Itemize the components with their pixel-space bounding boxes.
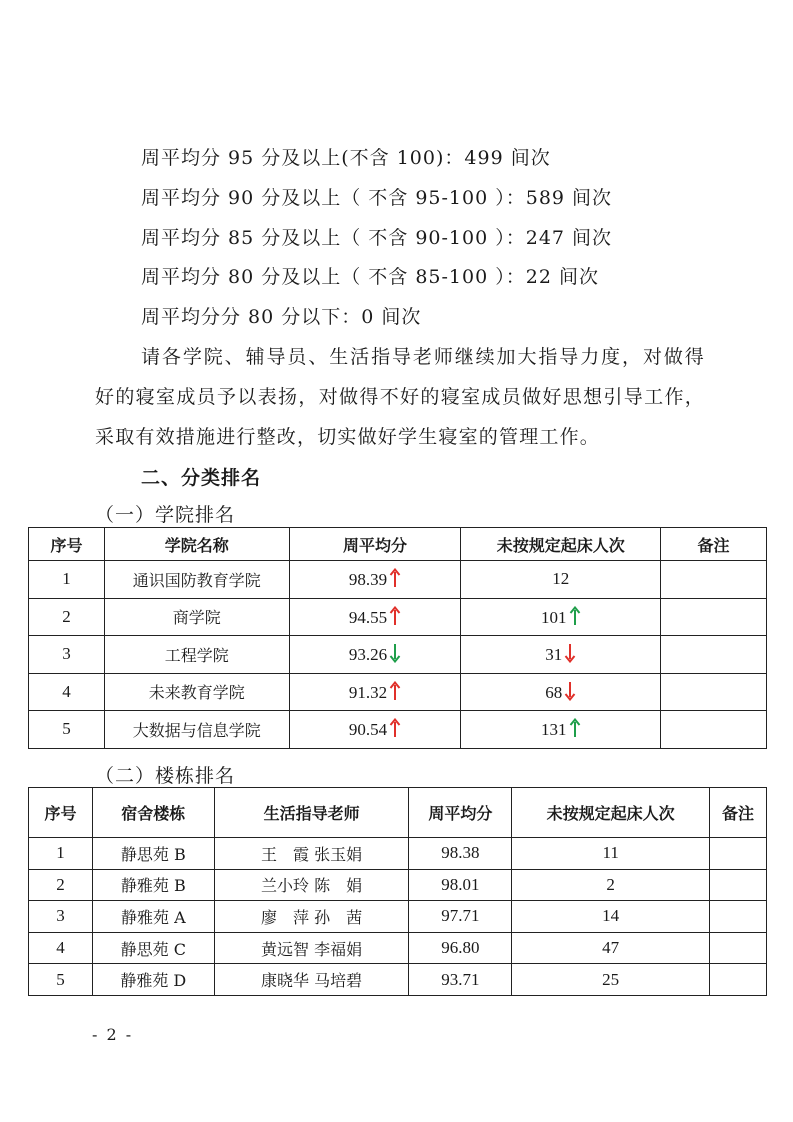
score-cell-text: 93.71 [441, 969, 480, 989]
college-name-cell-text: 大数据与信息学院 [132, 720, 261, 740]
score-cell [409, 901, 512, 933]
rank-cell-text: 3 [56, 906, 65, 926]
header-cell: 序号 [29, 528, 105, 561]
note-cell [710, 901, 767, 933]
rank-cell-text: 5 [56, 969, 65, 989]
header-cell: 学院名称 [104, 528, 289, 561]
college-name-cell-text: 工程学院 [164, 645, 229, 665]
rank-cell [29, 561, 105, 599]
building-cell [92, 964, 214, 996]
score-cell [289, 636, 461, 674]
header-cell: 备注 [661, 528, 767, 561]
table-row [29, 964, 767, 996]
count-cell [512, 869, 710, 901]
stat-line-3: 周平均分 85 分及以上（ 不含 90-100 ）：247 间次 [141, 227, 613, 249]
count-cell [461, 673, 661, 711]
college-table-header [29, 528, 767, 561]
teacher-cell [214, 838, 409, 870]
arrow-up-icon [389, 606, 401, 626]
rank-cell-text: 1 [62, 569, 71, 589]
arrow-down-icon [389, 643, 401, 663]
building-cell-text: 静思苑 B [120, 844, 186, 864]
teacher-cell-text: 兰小玲 陈 娟 [261, 876, 363, 896]
score-cell [409, 838, 512, 870]
teacher-cell-text: 王 霞 张玉娟 [261, 844, 363, 864]
college-name-cell-text: 未来教育学院 [148, 683, 245, 703]
college-name-cell [104, 636, 289, 674]
count-cell [512, 964, 710, 996]
building-cell [92, 901, 214, 933]
table-row [29, 901, 767, 933]
count-cell-text: 25 [602, 969, 620, 989]
score-cell [409, 932, 512, 964]
header-cell: 未按规定起床人次 [461, 528, 661, 561]
score-cell [409, 869, 512, 901]
count-cell [461, 711, 661, 749]
arrow-down-icon [564, 681, 576, 701]
count-cell-text: 101 [541, 607, 567, 627]
rank-cell [29, 673, 105, 711]
count-cell [461, 598, 661, 636]
header-cell: 生活指导老师 [214, 788, 409, 838]
count-cell [461, 561, 661, 599]
rank-cell-text: 4 [62, 681, 71, 701]
building-cell [92, 838, 214, 870]
note-cell [661, 673, 767, 711]
score-cell-text: 98.38 [441, 843, 480, 863]
teacher-cell-text: 廖 萍 孙 茜 [261, 907, 363, 927]
table-row [29, 711, 767, 749]
header-cell: 序号 [29, 788, 93, 838]
score-cell-text: 91.32 [348, 682, 388, 702]
score-cell [289, 561, 461, 599]
note-cell [710, 838, 767, 870]
count-cell-text: 68 [545, 682, 563, 702]
count-cell-text: 2 [606, 874, 615, 894]
header-cell: 未按规定起床人次 [512, 788, 710, 838]
rank-cell-text: 5 [62, 719, 71, 739]
header-cell: 周平均分 [289, 528, 461, 561]
rank-cell-text: 3 [62, 644, 71, 664]
count-cell [461, 636, 661, 674]
arrow-up-icon [569, 606, 581, 626]
note-cell [661, 561, 767, 599]
college-name-cell [104, 561, 289, 599]
table-row [29, 673, 767, 711]
building-ranking-table [28, 787, 767, 996]
college-name-cell [104, 711, 289, 749]
table-row [29, 869, 767, 901]
header-cell: 备注 [710, 788, 767, 838]
building-table-header [29, 788, 767, 838]
stat-line-1: 周平均分 95 分及以上(不含 100)：499 间次 [141, 147, 551, 169]
score-cell-text: 94.55 [348, 607, 388, 627]
teacher-cell-text: 黄远智 李福娟 [261, 939, 363, 959]
note-cell [661, 636, 767, 674]
rank-cell-text: 2 [62, 606, 71, 626]
table-row [29, 636, 767, 674]
college-name-cell-text: 通识国防教育学院 [132, 570, 261, 590]
building-cell-text: 静雅苑 A [120, 907, 186, 927]
building-ranking-title: （二）楼栋排名 [95, 765, 236, 787]
score-cell [289, 598, 461, 636]
building-cell [92, 869, 214, 901]
building-cell-text: 静思苑 C [120, 939, 186, 959]
note-cell [710, 964, 767, 996]
rank-cell [29, 901, 93, 933]
note-cell [661, 598, 767, 636]
rank-cell-text: 1 [56, 843, 65, 863]
building-cell [92, 932, 214, 964]
stat-line-2: 周平均分 90 分及以上（ 不含 95-100 ）：589 间次 [141, 187, 613, 209]
count-cell-text: 47 [602, 938, 620, 958]
count-cell [512, 932, 710, 964]
score-cell [409, 964, 512, 996]
rank-cell [29, 838, 93, 870]
instruction-paragraph: 请各学院、辅导员、生活指导老师继续加大指导力度，对做得好的寝室成员予以表扬，对做得不好的寝室成员做好思想引导工作，采取有效措施进行整改，切实做好学生寝室的管理工作。 [95, 346, 705, 448]
teacher-cell [214, 869, 409, 901]
count-cell [512, 901, 710, 933]
rank-cell-text: 4 [56, 938, 65, 958]
count-cell-text: 11 [602, 843, 619, 863]
building-cell-text: 静雅苑 D [120, 971, 187, 991]
score-cell-text: 96.80 [441, 938, 480, 958]
college-name-cell [104, 598, 289, 636]
arrow-up-icon [569, 718, 581, 738]
score-cell-text: 90.54 [348, 720, 388, 740]
arrow-up-icon [389, 568, 401, 588]
rank-cell [29, 711, 105, 749]
table-row [29, 932, 767, 964]
rank-cell [29, 932, 93, 964]
count-cell [512, 838, 710, 870]
building-cell-text: 静雅苑 B [120, 876, 186, 896]
count-cell-text: 31 [545, 645, 563, 665]
stat-line-4: 周平均分 80 分及以上（ 不含 85-100 ）：22 间次 [141, 266, 599, 288]
count-cell-text: 12 [552, 569, 570, 589]
table-row [29, 598, 767, 636]
page-number: - 2 - [92, 1025, 134, 1044]
college-name-cell [104, 673, 289, 711]
table-row [29, 561, 767, 599]
rank-cell [29, 636, 105, 674]
rank-cell [29, 964, 93, 996]
teacher-cell [214, 901, 409, 933]
score-cell-text: 98.01 [441, 874, 480, 894]
college-ranking-title: （一）学院排名 [95, 504, 236, 526]
section-title: 二、分类排名 [141, 467, 262, 489]
note-cell [661, 711, 767, 749]
score-cell [289, 711, 461, 749]
table-row [29, 838, 767, 870]
score-cell-text: 93.26 [348, 645, 388, 665]
teacher-cell [214, 964, 409, 996]
arrow-down-icon [564, 643, 576, 663]
count-cell-text: 14 [602, 906, 620, 926]
arrow-up-icon [389, 718, 401, 738]
header-cell: 周平均分 [409, 788, 512, 838]
note-cell [710, 932, 767, 964]
score-cell [289, 673, 461, 711]
teacher-cell [214, 932, 409, 964]
rank-cell-text: 2 [56, 874, 65, 894]
count-cell-text: 131 [541, 720, 567, 740]
score-cell-text: 97.71 [441, 906, 480, 926]
stat-line-5: 周平均分分 80 分以下：0 间次 [141, 306, 422, 328]
header-cell: 宿舍楼栋 [92, 788, 214, 838]
score-cell-text: 98.39 [348, 570, 388, 590]
college-name-cell-text: 商学院 [172, 608, 221, 628]
teacher-cell-text: 康晓华 马培碧 [261, 971, 363, 991]
arrow-up-icon [389, 681, 401, 701]
rank-cell [29, 869, 93, 901]
note-cell [710, 869, 767, 901]
college-ranking-table [28, 527, 767, 749]
rank-cell [29, 598, 105, 636]
